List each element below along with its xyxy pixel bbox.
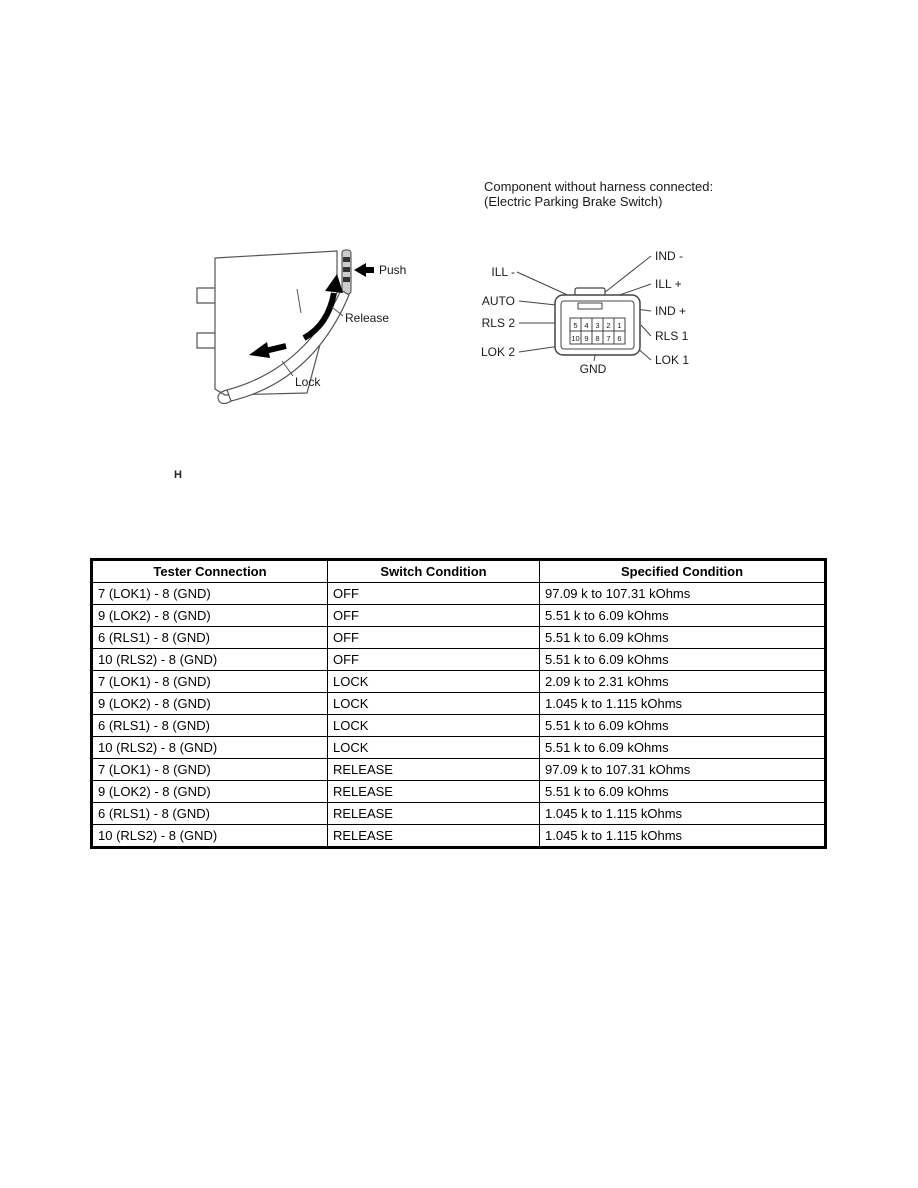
table-row — [92, 737, 826, 759]
switch-condition-cell: OFF — [328, 583, 540, 605]
table-row — [92, 649, 826, 671]
terminal-label-rls2: RLS 2 — [481, 316, 515, 330]
specified-condition-cell: 1.045 k to 1.115 kOhms — [540, 693, 826, 715]
switch-condition-cell: OFF — [328, 605, 540, 627]
tester-connection-cell: 6 (RLS1) - 8 (GND) — [92, 627, 328, 649]
terminal-labels-left — [481, 265, 515, 359]
specified-condition-cell: 97.09 k to 107.31 kOhms — [540, 759, 826, 781]
pin-number: 8 — [595, 334, 600, 343]
terminal-label-lok1: LOK 1 — [655, 353, 690, 367]
tester-connection-cell: 10 (RLS2) - 8 (GND) — [92, 825, 328, 848]
table-row — [92, 803, 826, 825]
pin-number: 10 — [571, 334, 580, 343]
tester-connection-cell: 7 (LOK1) - 8 (GND) — [92, 583, 328, 605]
switch-diagram — [185, 243, 420, 411]
footnote-mark: H — [174, 469, 182, 481]
table-header-row — [92, 560, 826, 583]
switch-condition-cell: RELEASE — [328, 781, 540, 803]
specified-condition-cell: 1.045 k to 1.115 kOhms — [540, 825, 826, 848]
tester-connection-cell: 7 (LOK1) - 8 (GND) — [92, 759, 328, 781]
tester-connection-cell: 6 (RLS1) - 8 (GND) — [92, 715, 328, 737]
push-label: Push — [379, 263, 407, 277]
switch-condition-cell: RELEASE — [328, 759, 540, 781]
switch-condition-cell: RELEASE — [328, 825, 540, 848]
specified-condition-cell: 5.51 k to 6.09 kOhms — [540, 781, 826, 803]
switch-tab-upper — [197, 288, 215, 303]
tester-connection-cell: 10 (RLS2) - 8 (GND) — [92, 737, 328, 759]
spec-table-body — [92, 583, 826, 848]
switch-condition-cell: LOCK — [328, 737, 540, 759]
terminal-label-ind-plus: IND + — [655, 304, 687, 318]
pin-number: 2 — [606, 321, 611, 330]
switch-condition-cell: RELEASE — [328, 803, 540, 825]
terminal-label-lok2: LOK 2 — [480, 345, 515, 359]
table-row — [92, 693, 826, 715]
table-row — [92, 671, 826, 693]
pin-number: 9 — [584, 334, 589, 343]
switch-condition-cell: LOCK — [328, 671, 540, 693]
table-row — [92, 715, 826, 737]
tester-connection-cell: 9 (LOK2) - 8 (GND) — [92, 693, 328, 715]
pin-number: 5 — [573, 321, 578, 330]
switch-condition-cell: LOCK — [328, 693, 540, 715]
release-label: Release — [345, 311, 390, 325]
pin-number: 7 — [606, 334, 611, 343]
specified-condition-cell: 97.09 k to 107.31 kOhms — [540, 583, 826, 605]
col-header-specified-condition: Specified Condition — [540, 560, 826, 583]
pin-number: 1 — [617, 321, 622, 330]
specified-condition-cell: 5.51 k to 6.09 kOhms — [540, 627, 826, 649]
push-bar-stripe — [343, 267, 350, 272]
switch-condition-cell: OFF — [328, 649, 540, 671]
specified-condition-cell: 5.51 k to 6.09 kOhms — [540, 605, 826, 627]
push-bar-stripe — [343, 277, 350, 282]
specified-condition-cell: 1.045 k to 1.115 kOhms — [540, 803, 826, 825]
tester-connection-cell: 6 (RLS1) - 8 (GND) — [92, 803, 328, 825]
terminal-labels-right — [655, 249, 689, 367]
lock-label: Lock — [295, 375, 321, 389]
table-row — [92, 781, 826, 803]
terminal-label-auto: AUTO — [481, 294, 515, 308]
table-row — [92, 627, 826, 649]
pin-number: 4 — [584, 321, 589, 330]
terminal-label-gnd: GND — [579, 362, 607, 376]
component-caption-line1: Component without harness connected: — [484, 179, 714, 194]
switch-tab-lower — [197, 333, 215, 348]
specified-condition-cell: 5.51 k to 6.09 kOhms — [540, 715, 826, 737]
col-header-switch-condition: Switch Condition — [328, 560, 540, 583]
tester-connection-cell: 7 (LOK1) - 8 (GND) — [92, 671, 328, 693]
pin-number: 3 — [595, 321, 600, 330]
connector-diagram — [478, 243, 718, 383]
table-row — [92, 825, 826, 848]
specified-condition-cell: 5.51 k to 6.09 kOhms — [540, 737, 826, 759]
push-arrowhead — [354, 263, 366, 277]
tester-connection-cell: 9 (LOK2) - 8 (GND) — [92, 781, 328, 803]
tester-connection-cell: 10 (RLS2) - 8 (GND) — [92, 649, 328, 671]
col-header-tester-connection: Tester Connection — [92, 560, 328, 583]
terminal-label-ind-minus: IND - — [655, 249, 683, 263]
push-bar-stripe — [343, 257, 350, 262]
switch-condition-cell: LOCK — [328, 715, 540, 737]
component-caption — [484, 179, 713, 209]
terminal-label-ill-plus: ILL + — [655, 277, 682, 291]
switch-condition-cell: OFF — [328, 627, 540, 649]
table-row — [92, 605, 826, 627]
terminal-label-ill-minus: ILL - — [491, 265, 515, 279]
pin-number: 6 — [617, 334, 622, 343]
spec-table — [90, 558, 827, 849]
specified-condition-cell: 5.51 k to 6.09 kOhms — [540, 649, 826, 671]
tester-connection-cell: 9 (LOK2) - 8 (GND) — [92, 605, 328, 627]
specified-condition-cell: 2.09 k to 2.31 kOhms — [540, 671, 826, 693]
table-row — [92, 583, 826, 605]
table-row — [92, 759, 826, 781]
component-caption-line2: (Electric Parking Brake Switch) — [484, 194, 663, 209]
terminal-label-rls1: RLS 1 — [655, 329, 689, 343]
push-arrow-shaft — [366, 267, 374, 273]
